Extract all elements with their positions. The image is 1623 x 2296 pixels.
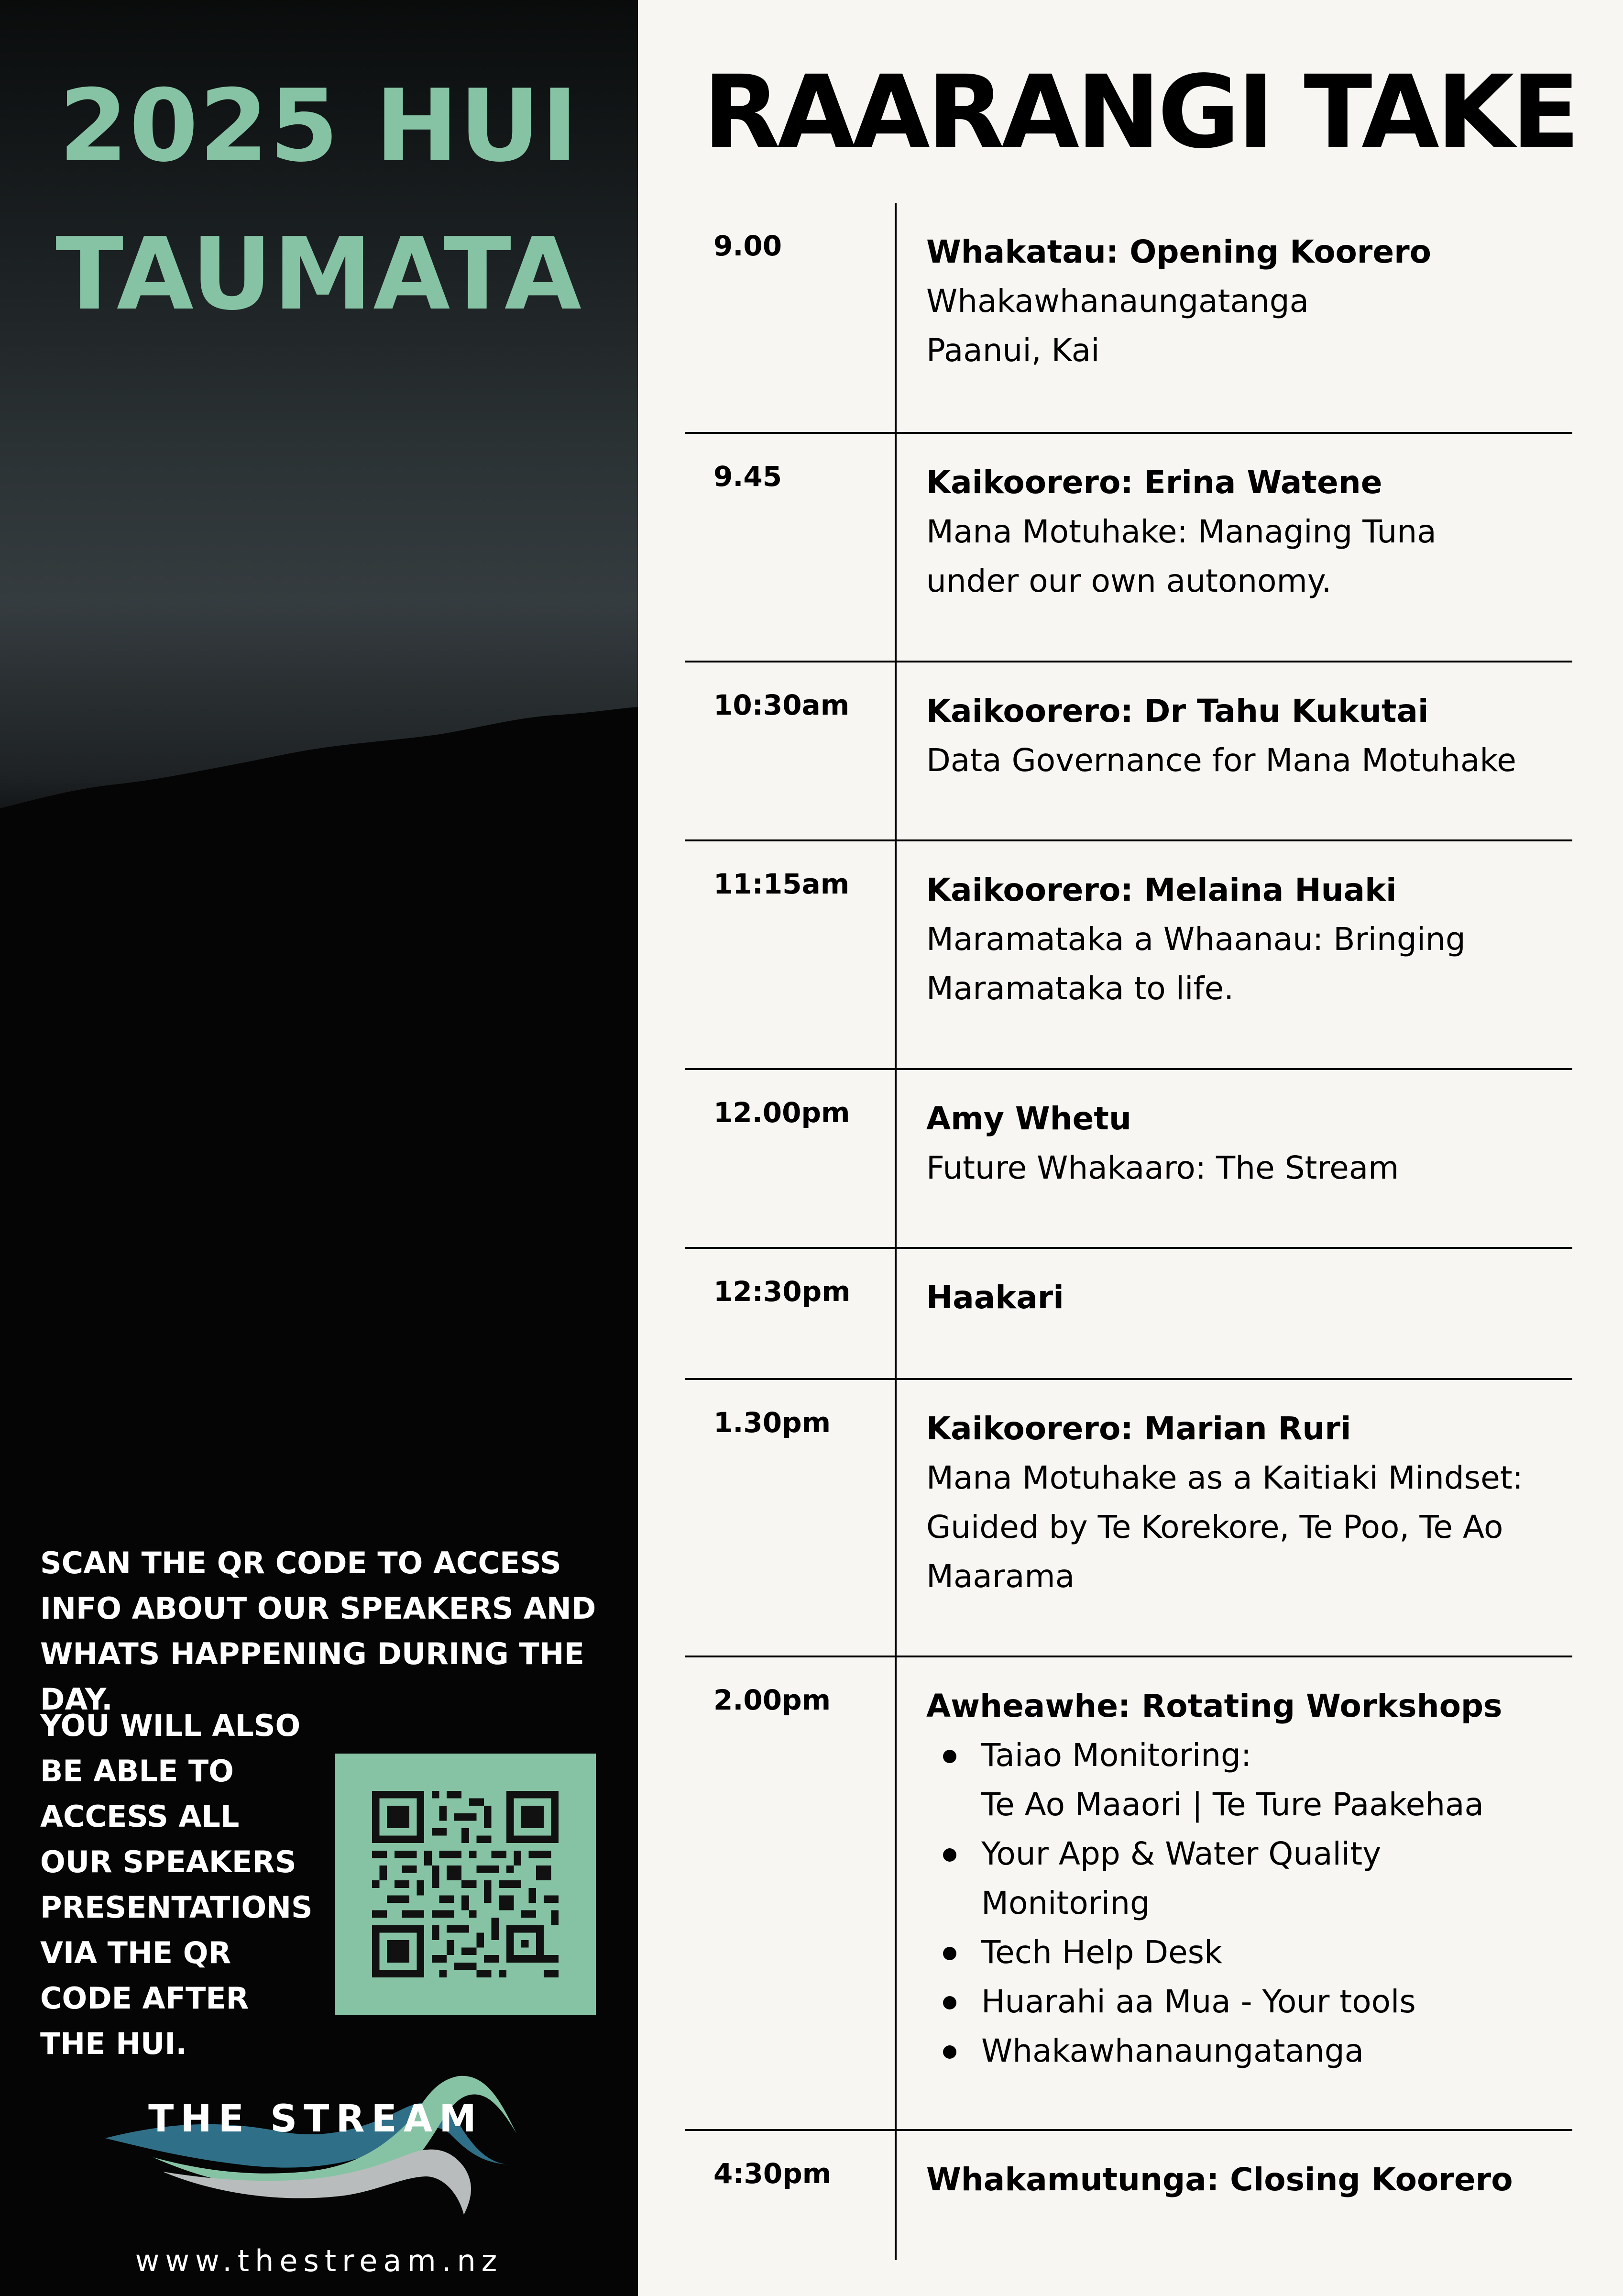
agenda-content [926,458,1562,606]
agenda-title: Kaikoorero: Melaina Huaki [926,872,1397,908]
agenda-content [926,2155,1562,2204]
agenda-time: 11:15am [713,868,850,900]
list-item [981,1977,1562,2026]
agenda-time: 2.00pm [713,1684,831,1716]
agenda-time: 1.30pm [713,1406,831,1439]
list-item [981,2026,1562,2075]
agenda-time: 12:30pm [713,1275,851,1308]
event-title-line1: 2025 HUI [59,68,579,184]
list-item [981,1829,1562,1928]
agenda-content [926,1094,1562,1192]
agenda-title: Awheawhe: Rotating Workshops [926,1688,1502,1724]
agenda-detail: Mana Motuhake as a Kaitiaki Mindset: [926,1459,1523,1496]
list-item-text: Huarahi aa Mua - Your tools [981,1983,1416,2020]
agenda-detail: Maarama [926,1558,1075,1595]
agenda-content [926,865,1562,1013]
agenda-title: Kaikoorero: Marian Ruri [926,1410,1351,1447]
agenda-detail: Maramataka to life. [926,970,1234,1007]
agenda-detail: Guided by Te Korekore, Te Poo, Te Ao [926,1509,1503,1545]
agenda-title: Kaikoorero: Erina Watene [926,464,1382,501]
agenda-content [926,1404,1562,1601]
list-item-text: Taiao Monitoring: [981,1737,1252,1774]
agenda-title: Whakatau: Opening Koorero [926,233,1431,270]
agenda-detail: Future Whakaaro: The Stream [926,1149,1399,1186]
workshop-list [926,1731,1562,2075]
agenda-row [685,1657,1572,2131]
list-item-text: Whakawhanaungatanga [981,2032,1364,2069]
agenda-detail: Whakawhanaungatanga [926,283,1309,320]
list-item-text: Tech Help Desk [981,1934,1223,1971]
agenda-detail: under our own autonomy. [926,563,1332,599]
qr-code-icon[interactable] [372,1791,559,1977]
left-panel [0,0,638,2296]
agenda-time: 9.00 [713,230,782,262]
scan-instructions: SCAN THE QR CODE TO ACCESS INFO ABOUT OUR SPEAKERS AND WHATS HAPPENING DURING THE DAY. [40,1545,596,1717]
list-item-text: Monitoring [981,1885,1150,1921]
agenda-row [685,1070,1572,1249]
qr-code-panel[interactable] [335,1754,596,2015]
logo-wordmark: THE STREAM [148,2097,483,2141]
presentations-note: YOU WILL ALSO BE ABLE TO ACCESS ALL OUR SPEAKERS PRESENTATIONS VIA THE QR CODE AFTER THE HUI. [40,1708,313,2061]
agenda-detail: Maramataka a Whaanau: Bringing [926,921,1466,958]
agenda-row [685,1249,1572,1380]
agenda-detail: Mana Motuhake: Managing Tuna [926,513,1437,550]
list-item-text: Your App & Water Quality [981,1835,1382,1872]
agenda-time: 12.00pm [713,1096,850,1129]
agenda-content [926,686,1562,785]
hills-silhouette [0,670,638,909]
agenda-row [685,203,1572,434]
agenda-time: 9.45 [713,460,782,493]
agenda-title: Amy Whetu [926,1100,1131,1137]
agenda-content [926,227,1562,375]
event-title-line2: TAUMATA [55,217,582,332]
agenda-row [685,434,1572,662]
agenda-row [685,662,1572,841]
agenda-detail: Data Governance for Mana Motuhake [926,742,1516,779]
agenda-time: 10:30am [713,689,850,721]
agenda-heading: RAARANGI TAKE [703,54,1577,171]
agenda-title: Whakamutunga: Closing Koorero [926,2161,1513,2198]
agenda-row [685,841,1572,1070]
website-link[interactable]: www.thestream.nz [135,2243,503,2278]
agenda-title: Haakari [926,1279,1064,1316]
agenda-title: Kaikoorero: Dr Tahu Kukutai [926,693,1429,729]
agenda-content [926,1273,1562,1322]
list-item [981,1928,1562,1977]
list-item-text: Te Ao Maaori | Te Ture Paakehaa [981,1786,1484,1823]
agenda-row [685,2131,1572,2260]
list-item [981,1731,1562,1829]
agenda-content [926,1681,1562,2075]
agenda-row [685,1380,1572,1657]
agenda-time: 4:30pm [713,2157,832,2190]
agenda-detail: Paanui, Kai [926,332,1100,369]
